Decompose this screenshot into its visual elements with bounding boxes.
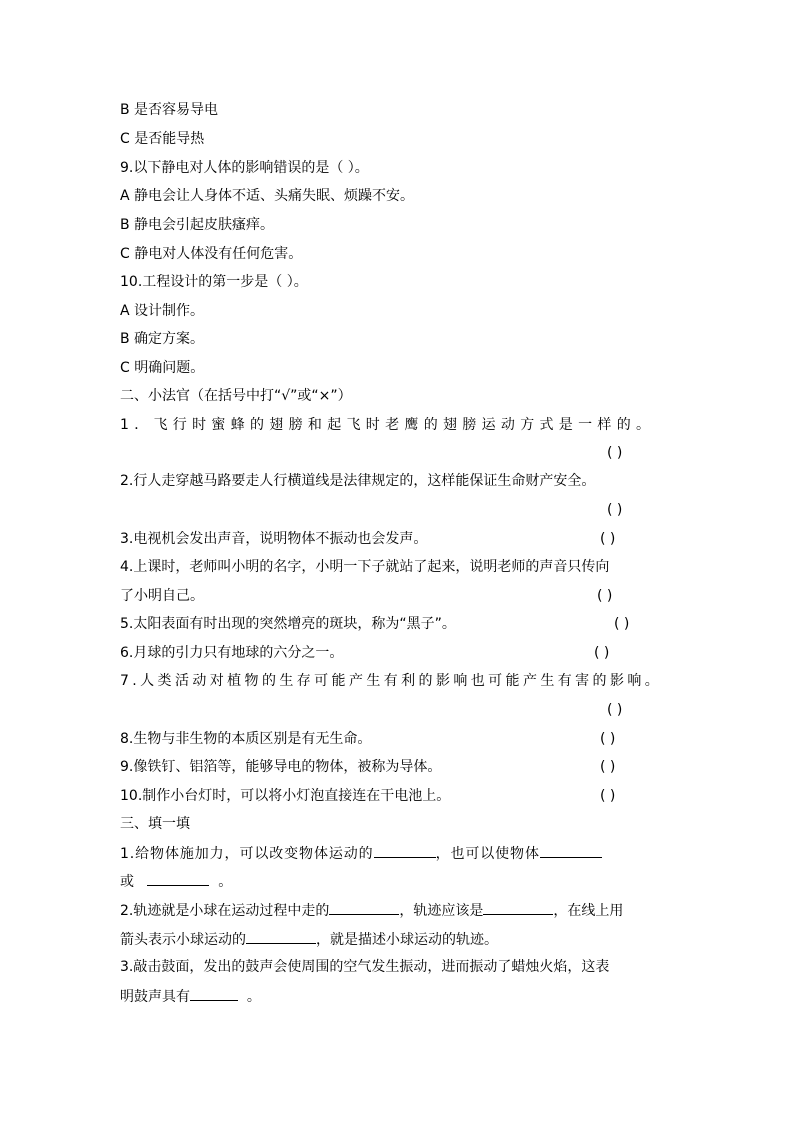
fill-q3-text-b: 明鼓声具有	[120, 989, 190, 1005]
q10-option-b: B 确定方案。	[120, 331, 205, 347]
tf-item-5: 5.太阳表面有时出现的突然增亮的斑块，称为“黑子”。	[120, 616, 456, 632]
fill-q1-line2	[120, 871, 232, 892]
tf-item-4: 4.上课时，老师叫小明的名字，小明一下子就站了起来，说明老师的声音只传向	[120, 559, 610, 575]
tf-item-4-cont: 了小明自己。	[120, 588, 204, 604]
tf-answer-3[interactable]: ( )	[600, 531, 616, 547]
fill-q1-blank-2[interactable]	[540, 843, 602, 858]
q10-stem: 10.工程设计的第一步是（ ）。	[120, 274, 308, 290]
fill-q2-text-b: ，轨迹应该是	[399, 903, 484, 919]
tf-answer-7[interactable]: ( )	[607, 702, 623, 718]
tf-item-7: 7.人类活动对植物的生存可能产生有利的影响也可能产生有害的影响。	[120, 673, 663, 689]
fill-q2-line2	[120, 929, 498, 950]
fill-q2-line1	[120, 900, 623, 921]
tf-answer-6[interactable]: ( )	[594, 645, 610, 661]
fill-q1-text-c: 或	[120, 874, 134, 890]
tf-answer-4[interactable]: ( )	[597, 588, 613, 604]
fill-q1-blank-1[interactable]	[374, 843, 436, 858]
tf-item-6: 6.月球的引力只有地球的六分之一。	[120, 645, 344, 661]
fill-q2-blank-2[interactable]	[483, 900, 553, 915]
tf-answer-8[interactable]: ( )	[600, 731, 616, 747]
fill-q2-blank-3[interactable]	[246, 929, 316, 944]
tf-item-2: 2.行人走穿越马路要走人行横道线是法律规定的，这样能保证生命财产安全。	[120, 473, 596, 489]
fill-q2-text-e: ，就是描述小球运动的轨迹。	[316, 932, 498, 948]
fill-q3-line2	[120, 986, 261, 1007]
fill-q1-line1	[120, 843, 602, 864]
tf-answer-10[interactable]: ( )	[600, 788, 616, 804]
tf-item-8: 8.生物与非生物的本质区别是有无生命。	[120, 731, 372, 747]
section3-heading: 三、填一填	[120, 816, 190, 832]
q8-option-c: C 是否能导热	[120, 131, 205, 147]
fill-q3-text-c: 。	[246, 989, 261, 1005]
tf-answer-1[interactable]: ( )	[607, 445, 623, 461]
q9-option-c: C 静电对人体没有任何危害。	[120, 246, 303, 262]
tf-answer-5[interactable]: ( )	[614, 616, 630, 632]
fill-q2-text-a: 2.轨迹就是小球在运动过程中走的	[120, 903, 330, 919]
tf-item-3: 3.电视机会发出声音，说明物体不振动也会发声。	[120, 531, 428, 547]
fill-q1-blank-3[interactable]	[147, 871, 209, 886]
q10-option-c: C 明确问题。	[120, 360, 205, 376]
q9-stem: 9.以下静电对人体的影响错误的是（ ）。	[120, 160, 369, 176]
tf-answer-9[interactable]: ( )	[600, 759, 616, 775]
q9-option-a: A 静电会让人身体不适、头痛失眠、烦躁不安。	[120, 188, 415, 204]
fill-q2-blank-1[interactable]	[329, 900, 399, 915]
q10-option-a: A 设计制作。	[120, 303, 205, 319]
tf-item-10: 10.制作小台灯时，可以将小灯泡直接连在干电池上。	[120, 788, 451, 804]
fill-q2-text-d: 箭头表示小球运动的	[120, 932, 246, 948]
fill-q3-blank-1[interactable]	[190, 986, 238, 1001]
tf-item-9: 9.像铁钉、铝箔等，能够导电的物体，被称为导体。	[120, 759, 442, 775]
fill-q1-text-a: 1.给物体施加力，可以改变物体运动的	[120, 846, 374, 862]
q9-option-b: B 静电会引起皮肤瘙痒。	[120, 217, 275, 233]
tf-item-1: 1．飞行时蜜蜂的翅膀和起飞时老鹰的翅膀运动方式是一样的。	[120, 417, 656, 433]
fill-q3-line1: 3.敲击鼓面，发出的鼓声会使周围的空气发生振动，进而振动了蜡烛火焰，这表	[120, 959, 610, 975]
fill-q1-text-b: ，也可以使物体	[435, 846, 540, 862]
fill-q1-text-d: 。	[218, 874, 233, 890]
q8-option-b: B 是否容易导电	[120, 102, 219, 118]
section2-heading: 二、小法官（在括号中打“√”或“×”）	[120, 388, 352, 404]
tf-answer-2[interactable]: ( )	[607, 502, 623, 518]
fill-q2-text-c: ，在线上用	[553, 903, 624, 919]
